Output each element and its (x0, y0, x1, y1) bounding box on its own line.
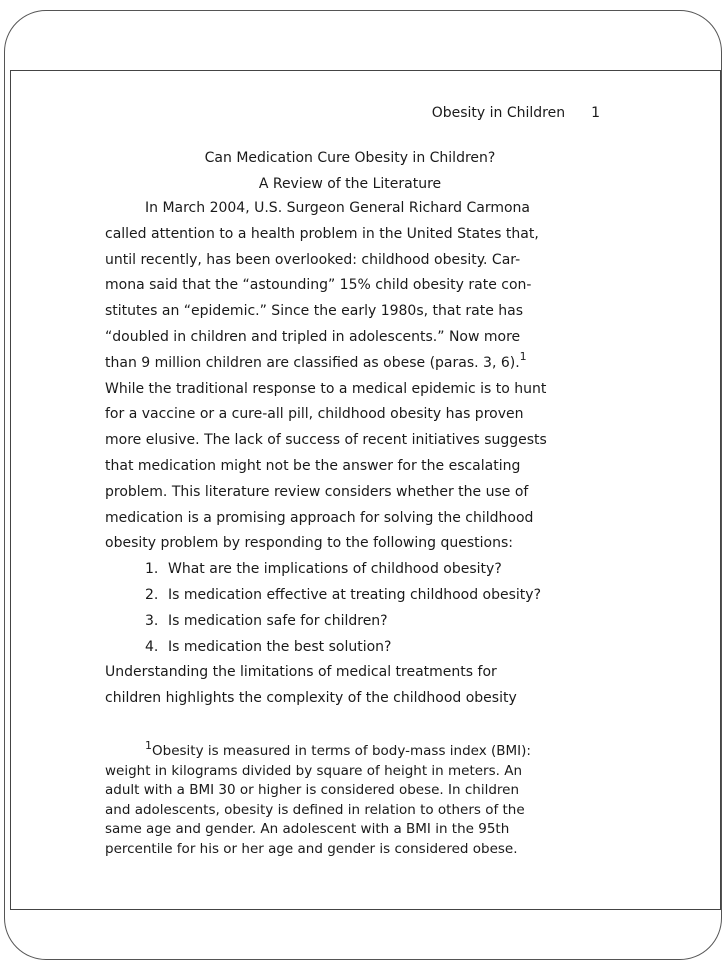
footnote-line: weight in kilograms divided by square of height in meters. An (105, 762, 523, 779)
footnote-marker: 1 (145, 739, 152, 752)
footnote-line: percentile for his or her age and gender is considered obese. (105, 840, 518, 857)
paper-title: Can Medication Cure Obesity in Children? (204, 150, 496, 166)
page-number: 1 (591, 105, 600, 121)
question-number: 4. (145, 638, 159, 655)
body-line: “doubled in children and tripled in adolescents.” Now more (105, 328, 521, 345)
body-line: mona said that the “astounding” 15% child obesity rate con- (105, 277, 532, 294)
footnote-line (105, 739, 605, 762)
footnote-line: adult with a BMI 30 or higher is considered obese. In children (105, 782, 520, 798)
body-line: While the traditional response to a medical epidemic is to hunt (105, 380, 547, 397)
question-number: 1. (145, 561, 159, 578)
question-item (105, 583, 605, 609)
question-number: 3. (145, 612, 159, 629)
question-item (105, 635, 605, 661)
body-line: called attention to a health problem in the United States that, (105, 225, 539, 242)
body-line-with-footnote (105, 351, 605, 377)
footnote-line: and adolescents, obesity is defined in relation to others of the (105, 801, 525, 818)
question-item (105, 609, 605, 635)
body-line: for a vaccine or a cure-all pill, childhood obesity has proven (105, 406, 524, 423)
question-text: Is medication effective at treating childhood obesity? (168, 586, 542, 603)
body-line: In March 2004, U.S. Surgeon General Richard Carmona (145, 200, 531, 216)
body-line: medication is a promising approach for solving the childhood (105, 509, 534, 526)
footnote (105, 739, 605, 859)
question-text: Is medication the best solution? (168, 638, 392, 655)
body-line: more elusive. The lack of success of recent initiatives suggests (105, 432, 547, 449)
body-line: that medication might not be the answer for the escalating (105, 457, 521, 474)
body-line: obesity problem by responding to the following questions: (105, 535, 513, 552)
body-text (105, 196, 605, 712)
question-text: What are the implications of childhood obesity? (168, 561, 502, 578)
footnote-line: same age and gender. An adolescent with a BMI in the 95th (105, 821, 510, 837)
body-line-text: than 9 million children are classified as obese (paras. 3, 6). (105, 354, 520, 371)
footnote-reference: 1 (519, 349, 527, 363)
body-line: stitutes an “epidemic.” Since the early 1980s, that rate has (105, 303, 524, 320)
body-line: until recently, has been overlooked: childhood obesity. Car- (105, 251, 521, 268)
running-head (0, 103, 600, 123)
body-line: problem. This literature review considers whether the use of (105, 483, 529, 500)
body-line: Understanding the limitations of medical treatments for (105, 664, 497, 681)
footnote-line-text: Obesity is measured in terms of body-mass index (BMI): (152, 743, 531, 759)
paper-subtitle: A Review of the Literature (258, 176, 442, 192)
body-line: children highlights the complexity of the childhood obesity (105, 690, 517, 707)
question-number: 2. (145, 586, 159, 603)
running-head-title: Obesity in Children (431, 105, 566, 121)
question-text: Is medication safe for children? (168, 612, 388, 629)
question-item (105, 557, 605, 583)
